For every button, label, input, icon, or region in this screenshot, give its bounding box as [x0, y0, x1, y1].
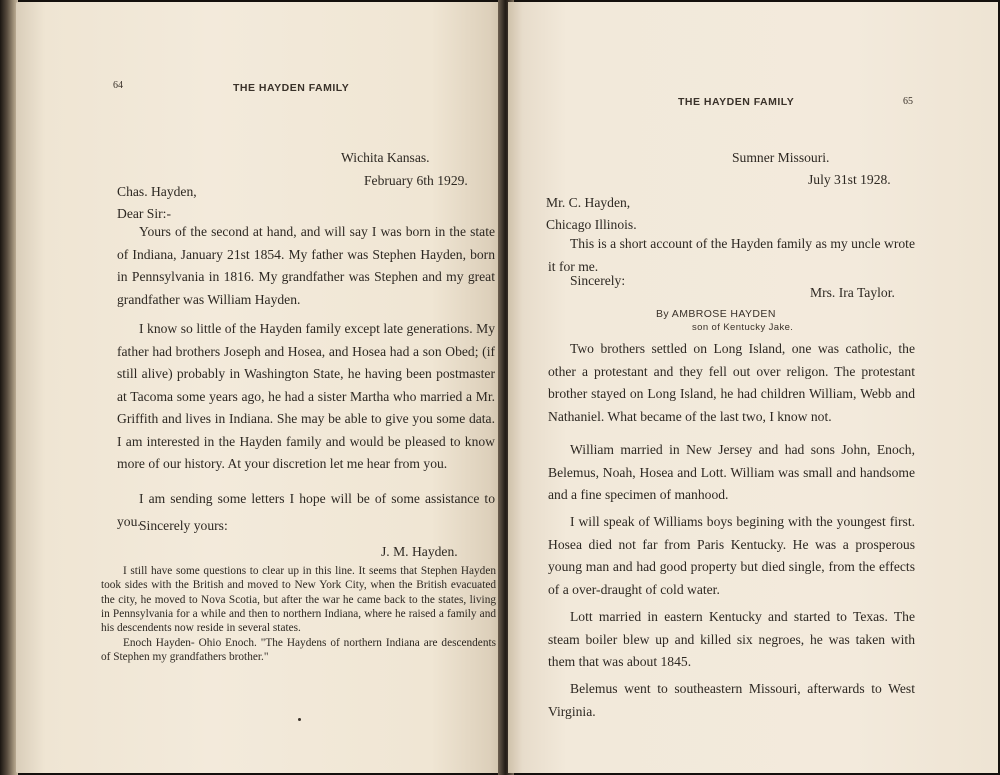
left-page	[16, 2, 504, 773]
narrative-paragraph: I will speak of Williams boys begining with the youngest first. Hosea died not far from Paris Kentucky. He was a prosperous young man and had good property but died single, from the effects of a over-draught of cold water.	[548, 514, 915, 597]
byline-subtitle: son of Kentucky Jake.	[692, 322, 794, 333]
addressee: Mr. C. Hayden,	[546, 195, 631, 210]
salutation-name: Chas. Hayden,	[117, 184, 197, 199]
salutation: Dear Sir:-	[117, 206, 171, 221]
letter-paragraph: This is a short account of the Hayden family as my uncle wrote it for me.	[548, 236, 915, 274]
letter-paragraph: I am sending some letters I hope will be of some assistance to you.	[117, 491, 495, 529]
byline: By AMBROSE HAYDEN	[656, 308, 776, 320]
running-head: THE HAYDEN FAMILY	[678, 96, 795, 108]
page-number: 64	[113, 80, 123, 91]
page-number: 65	[903, 96, 913, 107]
letter-signature: Mrs. Ira Taylor.	[810, 285, 895, 300]
letter-paragraph: I know so little of the Hayden family except late generations. My father had brothers Joseph and Hosea, and Hosea had a son Obed; (if still alive) probably in Washington State, he having been postmaster at Tacoma some years ago, he had a sister Martha who married a Mr. Griffith and lives in Indiana. She may be able to give you some data. I am interested in the Hayden family and would be pleased to know more of our history. At your discretion let me hear from you.	[117, 321, 495, 471]
narrative-paragraph: Lott married in eastern Kentucky and started to Texas. The steam boiler blew up and killed six negroes, he was taken with them that was about 1845.	[548, 609, 915, 669]
letter-closing: Sincerely yours:	[139, 518, 228, 533]
letter-place: Wichita Kansas.	[341, 150, 430, 165]
footnote: I still have some questions to clear up in this line. It seems that Stephen Hayden took sides with the British and moved to New York City, when the British evacuated the city, he moved to Nova Scotia, but after the war he came back to the states, living in Pennsylvania for a while and then to northern Indiana, where he raised a family and his descendents now reside in several states.	[101, 565, 496, 635]
letter-date: February 6th 1929.	[364, 173, 468, 188]
letter-place: Sumner Missouri.	[732, 150, 830, 165]
narrative-paragraph: Belemus went to southeastern Missouri, afterwards to West Virginia.	[548, 681, 915, 719]
right-page	[508, 2, 998, 773]
narrative-paragraph: William married in New Jersey and had sons John, Enoch, Belemus, Noah, Hosea and Lott. William was small and handsome and a fine specimen of manhood.	[548, 442, 915, 502]
narrative-paragraph: Two brothers settled on Long Island, one was catholic, the other a protestant and they fell out over religon. The protestant brother stayed on Long Island, he had children William, Webb and Nathaniel. What became of the last two, I know not.	[548, 341, 915, 424]
letter-closing: Sincerely:	[570, 273, 626, 288]
ink-mark	[298, 718, 301, 721]
running-head: THE HAYDEN FAMILY	[233, 82, 350, 94]
letter-paragraph: Yours of the second at hand, and will say I was born in the state of Indiana, January 21st 1854. My father was Stephen Hayden, born in Pennsylvania in 1816. My grandfather was Stephen and my great grandfather was William Hayden.	[117, 224, 495, 307]
footnote: Enoch Hayden- Ohio Enoch. "The Haydens of northern Indiana are descendents of Stephen my grandfathers brother."	[101, 637, 496, 664]
letter-date: July 31st 1928.	[808, 172, 891, 187]
letter-signature: J. M. Hayden.	[381, 544, 458, 559]
addressee-city: Chicago Illinois.	[546, 217, 637, 232]
